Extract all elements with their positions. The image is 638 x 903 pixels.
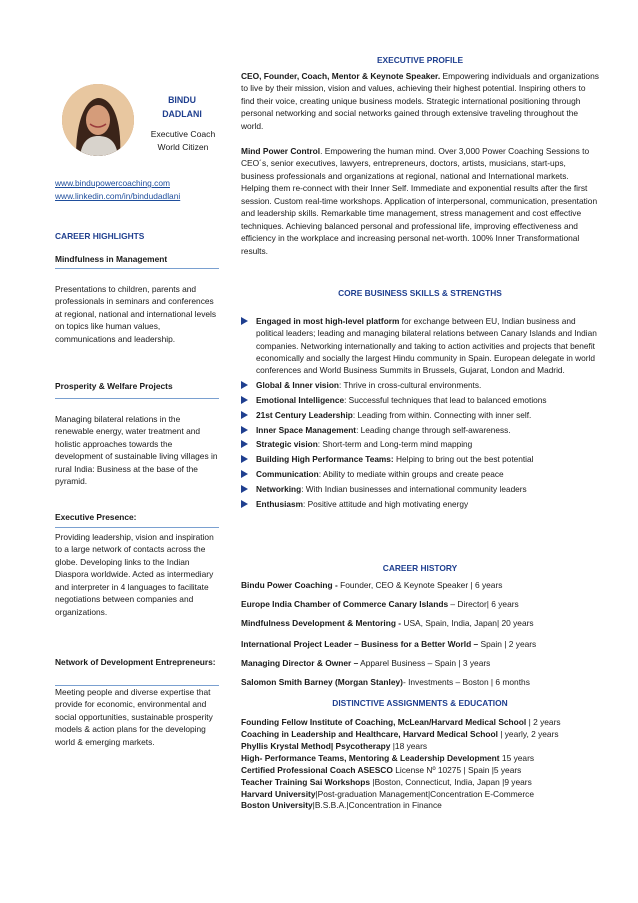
left-section-title: Network of Development Entrepreneurs: xyxy=(55,657,216,667)
education-heading: DISTINCTIVE ASSIGNMENTS & EDUCATION xyxy=(332,698,508,708)
edu-title: Phyllis Krystal Method| Psycotherapy xyxy=(241,740,391,751)
list-item xyxy=(241,483,601,495)
skill-name: Global & Inner vision xyxy=(256,379,339,390)
skill-name: Communication xyxy=(256,469,319,480)
job-title: Managing Director & Owner – xyxy=(241,658,359,668)
list-item xyxy=(241,717,601,729)
list-item xyxy=(241,753,601,765)
list-item xyxy=(241,438,601,450)
role-line-2: World Citizen xyxy=(157,142,209,153)
section-divider xyxy=(55,268,219,269)
skill-text: for exchange between EU, Indian business and political leaders; leading and managing bilateral relations between Canary Islands and Indian companies. Networking internationally and taking to action activities and projects that benefit economically and socially the largest Hindu community in Spain. European delegate in world conferences and World Business Summits in Brussels, Gujarat, London and Madrid. xyxy=(256,316,597,376)
skill-name: 21st Century Leadership xyxy=(256,409,353,420)
skill-name: Networking xyxy=(256,483,302,494)
edu-title: Boston University xyxy=(241,800,313,811)
edu-title: Teacher Training Sai Workshops xyxy=(241,776,371,787)
job-title: Europe India Chamber of Commerce Canary Islands xyxy=(241,599,449,609)
career-history-heading: CAREER HISTORY xyxy=(382,563,458,573)
left-section-title: Mindfulness in Management xyxy=(55,254,168,264)
list-item xyxy=(241,777,601,789)
skill-text: Helping to bring out the best potential xyxy=(393,454,534,465)
edu-detail: | 2 years xyxy=(526,717,561,727)
bullet-arrow-icon xyxy=(241,317,248,325)
skill-text: : Thrive in cross-cultural environments. xyxy=(338,379,482,390)
list-item xyxy=(241,409,601,421)
skill-name: Enthusiasm xyxy=(256,498,304,509)
edu-detail: License Nº 10275 | Spain |5 years xyxy=(392,764,522,775)
profile-name xyxy=(140,93,224,121)
skill-name: Engaged in most high-level platform xyxy=(256,316,400,326)
job-detail: Spain | 2 years xyxy=(478,639,537,649)
profile-lead-bold: CEO, Founder, Coach, Mentor & Keynote Speaker. xyxy=(241,71,441,81)
edu-detail: 15 years xyxy=(499,752,535,763)
bullet-arrow-icon xyxy=(241,440,248,448)
profile-photo xyxy=(62,84,134,156)
website-link[interactable]: www.bindupowercoaching.com xyxy=(55,178,170,188)
job-detail: - Investments – Boston | 6 months xyxy=(402,677,530,687)
skill-name: Inner Space Management xyxy=(256,424,357,435)
bullet-arrow-icon xyxy=(241,485,248,493)
job-detail: – Director| 6 years xyxy=(448,599,519,609)
section-divider xyxy=(55,398,219,399)
bullet-arrow-icon xyxy=(241,426,248,434)
bullet-arrow-icon xyxy=(241,500,248,508)
skill-text: : Successful techniques that lead to balanced emotions xyxy=(344,394,547,405)
list-item xyxy=(241,658,601,670)
edu-detail: | yearly, 2 years xyxy=(497,728,559,739)
skill-text: : Short-term and Long-term mind mapping xyxy=(317,439,473,450)
bullet-arrow-icon xyxy=(241,470,248,478)
skills-list xyxy=(241,315,601,513)
profile-lead-text: Empowering individuals and organizations to live by their mission, vision and values, achieving their highest potential. Inspiring others to find their voice, creating unique business models. Strategic international positioning through personal networking and social networks gained through extensive traveling throughout the world. xyxy=(241,71,599,131)
left-section-text: Providing leadership, vision and inspiration to a large network of contacts across the globe. Developing links to the Indian Diaspora worldwide. Acted as intermediary and interpreter in 4 languages to facilitate negotiations between companies and organizations. xyxy=(55,532,214,617)
left-section-title: Executive Presence: xyxy=(55,512,137,522)
list-item xyxy=(241,498,601,510)
list-item xyxy=(241,639,601,651)
skill-text: : Leading from within. Connecting with inner self. xyxy=(352,409,532,420)
job-detail: Apparel Business – Spain | 3 years xyxy=(358,658,491,668)
role-line-1: Executive Coach xyxy=(150,129,216,139)
job-title: Mindfulness Development & Mentoring - xyxy=(241,618,402,628)
left-section-text: Meeting people and diverse expertise that provide for economic, environmental and social opportunities, sustainable prosperity models & action plans for the developing world & emerging markets. xyxy=(55,687,213,747)
job-detail: Founder, CEO & Keynote Speaker | 6 years xyxy=(340,580,503,590)
career-highlights-heading: CAREER HIGHLIGHTS xyxy=(55,231,145,241)
executive-profile-paragraph-2 xyxy=(241,145,599,257)
list-item xyxy=(241,741,601,753)
list-item xyxy=(241,729,601,741)
skill-text: : Leading change through self-awareness. xyxy=(356,424,511,435)
job-title: International Project Leader – Business for a Better World – xyxy=(241,639,479,649)
list-item xyxy=(241,468,601,480)
list-item xyxy=(241,315,601,376)
edu-detail: |18 years xyxy=(390,740,428,751)
executive-profile-heading: EXECUTIVE PROFILE xyxy=(376,55,464,65)
bullet-arrow-icon xyxy=(241,411,248,419)
list-item xyxy=(241,789,601,801)
edu-title: High- Performance Teams, Mentoring & Leadership Development xyxy=(241,752,500,763)
executive-profile-paragraph-1 xyxy=(241,70,599,132)
list-item xyxy=(241,800,601,812)
core-skills-heading: CORE BUSINESS SKILLS & STRENGTHS xyxy=(338,288,502,298)
mind-power-text: . Empowering the human mind. Over 3,000 Power Coaching Sessions to CEO´s, senior executives, lawyers, entrepreneurs, doctors, artists, musicians, start-ups, business professionals and organizations at regional, national and International markets. Helping them re-connect with their Inner Self. Immediate and exponential results after the first session. Custom real-time workshops. Application of interpersonal, communication, presentation and leadership skills. Remarkable time management, stress management and cost effective techniques. Achieving balanced personal and professional life, improving effectiveness and efficiency in the workplace and increasing personal net-worth. 100% Inner Transformational results. xyxy=(241,146,598,256)
edu-detail: |B.S.B.A.|Concentration in Finance xyxy=(312,800,442,811)
edu-title: Founding Fellow Institute of Coaching, McLean/Harvard Medical School xyxy=(241,717,527,727)
edu-title: Coaching in Leadership and Healthcare, Harvard Medical School xyxy=(241,728,498,739)
name-last: DADLANI xyxy=(162,109,202,120)
education-list xyxy=(241,717,601,812)
list-item xyxy=(241,677,601,689)
job-detail: USA, Spain, India, Japan| 20 years xyxy=(401,618,534,628)
bullet-arrow-icon xyxy=(241,396,248,404)
name-first: BINDU xyxy=(168,95,196,105)
skill-name: Emotional Intelligence xyxy=(256,394,345,405)
list-item xyxy=(241,394,601,406)
linkedin-link[interactable]: www.linkedin.com/in/bindudadlani xyxy=(55,191,181,202)
bullet-arrow-icon xyxy=(241,381,248,389)
edu-detail: |Boston, Connecticut, India, Japan |9 years xyxy=(370,776,532,787)
skill-text: : With Indian businesses and international community leaders xyxy=(301,483,527,494)
left-section-text: Managing bilateral relations in the renewable energy, water treatment and holistic approaches towards the development of sustainable living villages in rural India: Business at the base of the pyramid. xyxy=(55,414,218,487)
job-title: Salomon Smith Barney (Morgan Stanley) xyxy=(241,677,403,687)
edu-title: Certified Professional Coach ASESCO xyxy=(241,764,393,775)
edu-detail: |Post-graduation Management|Concentration E-Commerce xyxy=(315,788,534,799)
job-title: Bindu Power Coaching - xyxy=(241,580,341,590)
mind-power-bold: Mind Power Control xyxy=(241,146,321,156)
list-item xyxy=(241,618,601,630)
left-section-title: Prosperity & Welfare Projects xyxy=(55,381,173,391)
list-item xyxy=(241,765,601,777)
bullet-arrow-icon xyxy=(241,455,248,463)
list-item xyxy=(241,599,601,611)
profile-links xyxy=(55,177,225,203)
skill-name: Strategic vision xyxy=(256,439,318,450)
skill-text: : Positive attitude and high motivating energy xyxy=(303,498,469,509)
left-section-text: Presentations to children, parents and professionals in seminars and conferences at regional, national and international levels on topics like human values, communications and leadership. xyxy=(55,284,217,344)
skill-text: : Ability to mediate within groups and create peace xyxy=(318,469,504,480)
list-item xyxy=(241,580,601,592)
list-item xyxy=(241,453,601,465)
edu-title: Harvard University xyxy=(241,788,316,799)
skill-name: Building High Performance Teams: xyxy=(256,454,394,465)
list-item xyxy=(241,424,601,436)
list-item xyxy=(241,379,601,391)
section-divider xyxy=(55,527,219,528)
profile-role xyxy=(138,128,228,155)
